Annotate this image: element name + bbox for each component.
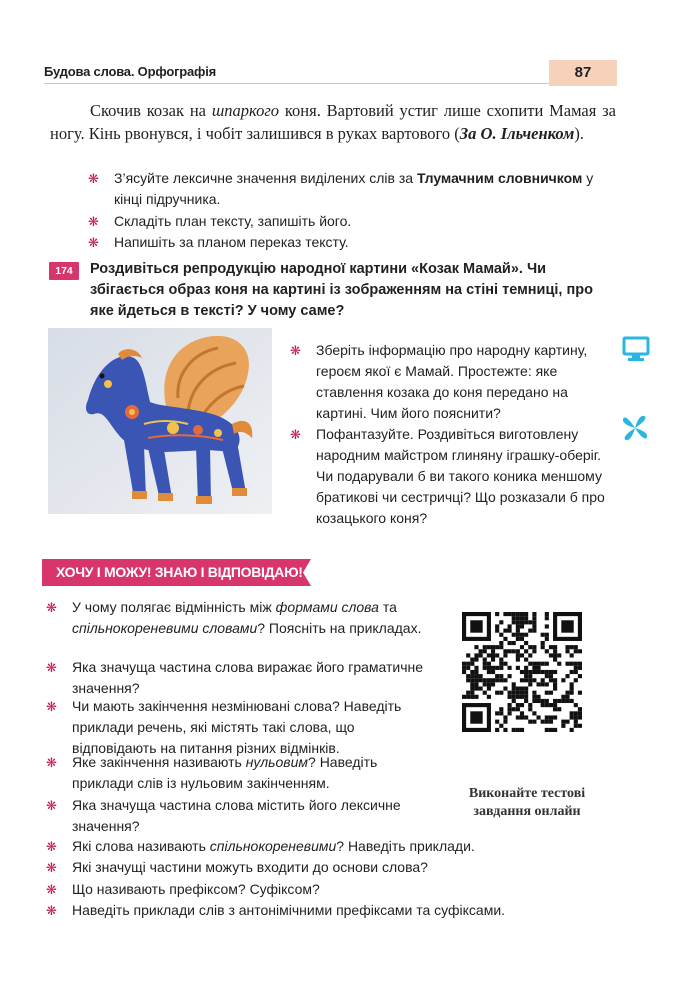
story-italic-word: шпаркого [211,101,280,120]
clay-horse-photo [48,328,272,514]
flower-bullet-icon: ❋ [46,903,57,918]
flower-bullet-icon: ❋ [46,798,57,813]
flower-bullet-icon: ❋ [46,755,57,770]
flower-bullet-icon: ❋ [46,839,57,854]
story-text: ). [574,124,584,143]
qr-caption: Виконайте тестові завдання онлайн [468,786,586,819]
question-item: ❋ Наведіть приклади слів з антонімічними префіксами та суфіксами. [46,900,626,921]
flower-bullet-icon: ❋ [290,427,301,442]
question-item: ❋ Яка значуща частина слова виражає його граматичне значення? [46,659,424,696]
list-item: ❋ Зберіть інформацію про народну картину, героєм якої є Мамай. Простежте: яке ставлення козака до коня передано на картині. Чим його пояснити? [290,342,588,421]
question-item: ❋ Які значущі частини можуть входити до основи слова? [46,857,616,878]
flower-bullet-icon: ❋ [290,343,301,358]
computer-icon [622,335,650,363]
flower-bullet-icon: ❋ [46,699,57,714]
section-title: ХОЧУ І МОЖУ! ЗНАЮ І ВІДПОВІДАЮ! [56,564,303,580]
list-item: ❋ З’ясуйте лексичне значення виділених слів за Тлумачним словничком у кінці підручника. [88,170,594,207]
question-item: ❋ Чи мають закінчення незмінювані слова? Наведіть приклади речень, які містять такі слова, що відповідають на питання різних відмінків. [46,698,402,756]
header-rule [44,83,590,84]
sparkle-cross-icon [620,413,650,443]
flower-bullet-icon: ❋ [46,600,57,615]
story-text: Скочив козак на [90,101,212,120]
question-item: ❋ Які слова називають спільнокореневими? Наведіть приклади. [46,836,616,857]
page-number: 87 [574,64,592,81]
flower-bullet-icon: ❋ [88,214,99,229]
question-item: ❋ Яке закінчення називають нульовим? Наведіть приклади слів із нульовим закінченням. [46,754,378,791]
list-item: ❋ Пофантазуйте. Роздивіться виготовлену народним майстром глиняну іграшку-оберіг. Чи подарували б ви такого коника меншому братикові чи сестричці? Що розказали б про козацького коня? [290,426,605,526]
flower-bullet-icon: ❋ [46,860,57,875]
running-header-title: Будова слова. Орфографія [44,64,217,79]
list-item: ❋ Напишіть за планом переказ тексту. [88,232,614,253]
flower-bullet-icon: ❋ [46,660,57,675]
flower-bullet-icon: ❋ [88,235,99,250]
flower-bullet-icon: ❋ [88,171,99,186]
question-item: ❋ Яка значуща частина слова містить його лексичне значення? [46,797,401,834]
story-text: коня. Вартовий устиг лише схопити Мамая за ногу. Кінь рвонувся, і чобіт залишився в руках вартового ( [50,101,616,143]
question-item: ❋ Що називають префіксом? Суфіксом? [46,879,616,900]
list-item: ❋ Складіть план тексту, запишіть його. [88,211,614,232]
story-source: За О. Ільченком [459,124,575,143]
story-paragraph [50,99,616,145]
task-number-badge: 174 [49,262,79,280]
question-item: ❋ У чому полягає відмінність між формами слова та спільнокореневими словами? Поясніть на прикладах. [46,599,422,636]
task-text: Роздивіться репродукцію народної картини «Козак Мамай». Чи збігається образ коня на картині із зображенням на стіні темниці, про яке йдеться в тексті? У чому саме? [90,261,593,319]
qr-code-icon[interactable] [462,612,582,732]
flower-bullet-icon: ❋ [46,882,57,897]
